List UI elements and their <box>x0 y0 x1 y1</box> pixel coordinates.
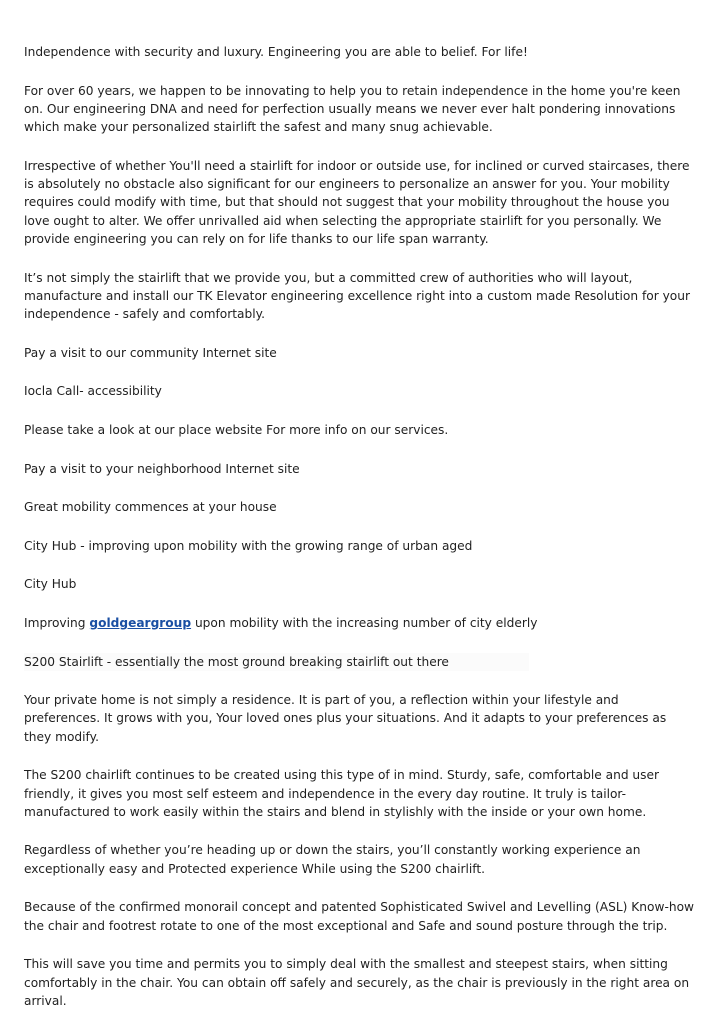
local-call-line: Iocla Call- accessibility <box>24 384 162 399</box>
mobility-home-line: Great mobility commences at your house <box>24 500 277 515</box>
link-paragraph-before: Improving <box>24 615 90 630</box>
place-website-line: Please take a look at our place website For more info on our services. <box>24 422 449 437</box>
link-paragraph-after: upon mobility with the increasing number of city elderly <box>191 615 538 630</box>
city-hub-line: City Hub - improving upon mobility with the growing range of urban aged <box>24 538 473 553</box>
intro-paragraph: Independence with security and luxury. Engineering you are able to belief. For life! <box>24 45 528 59</box>
document-body <box>24 43 696 1010</box>
s200-design-paragraph: The S200 chairlift continues to be created using this type of in mind. Sturdy, safe, comfortable and user friendly, it gives you most self esteem and independence in the every day routine. It truly is tailor-manufactured to work easily within the stairs and blend in stylishly with the inside or your own home. <box>24 768 660 819</box>
monorail-paragraph: Because of the confirmed monorail concept and patented Sophisticated Swivel and Levelling (ASL) Know-how the chair and footrest rotate to one of the most exceptional and Safe and sound posture through the trip. <box>24 900 694 933</box>
s200-heading-paragraph <box>24 653 696 671</box>
custom-stairlift-paragraph: Irrespective of whether You'll need a stairlift for indoor or outside use, for inclined or curved staircases, there is absolutely no obstacle also significant for our engineers to personalize an answer for you. Your mobility requires could modify with time, but that should not suggest that your mobility throughout the house you love ought to alter. We offer unrivalled aid when selecting the appropriate stairlift for you personally. We provide engineering you can rely on for life thanks to our life span warranty. <box>24 158 690 246</box>
city-hub-title: City Hub <box>24 577 77 592</box>
link-paragraph <box>24 614 696 632</box>
time-saving-paragraph: This will save you time and permits you to simply deal with the smallest and steepest stairs, when sitting comfortably in the chair. You can obtain off safely and securely, as the chair is previously in the right area on arrival. <box>24 957 690 1008</box>
home-paragraph: Your private home is not simply a residence. It is part of you, a reflection within your lifestyle and preferences. It grows with you, Your loved ones plus your situations. And it adapts to your preferences as they modify. <box>24 693 667 744</box>
crew-paragraph: It’s not simply the stairlift that we provide you, but a committed crew of authorities who will layout, manufacture and install our TK Elevator engineering excellence right into a custom made Resolution for your independence - safely and comfortably. <box>24 270 690 322</box>
stairs-experience-paragraph: Regardless of whether you’re heading up or down the stairs, you’ll constantly working experience an exceptionally easy and Protected experience While using the S200 chairlift. <box>24 843 641 876</box>
community-site-line: Pay a visit to our community Internet site <box>24 345 277 360</box>
history-paragraph: For over 60 years, we happen to be innovating to help you to retain independence in the home you're keen on. Our engineering DNA and need for perfection usually means we never ever halt pondering innovations which make your personalized stairlift the safest and many snug achievable. <box>24 83 681 135</box>
goldgeargroup-link[interactable]: goldgeargroup <box>89 615 192 630</box>
s200-heading: S200 Stairlift - essentially the most ground breaking stairlift out there <box>24 653 529 671</box>
neighborhood-site-line: Pay a visit to your neighborhood Internet site <box>24 461 300 476</box>
